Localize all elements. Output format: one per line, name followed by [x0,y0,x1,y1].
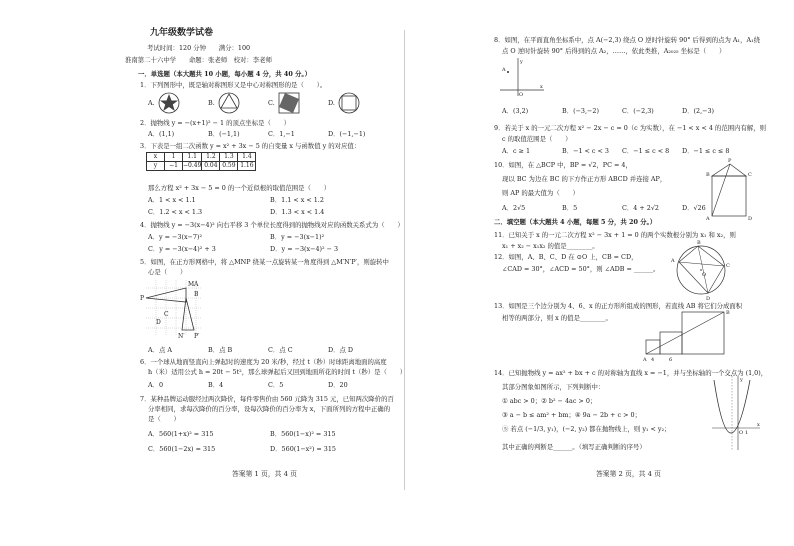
table-row [147,162,256,171]
label-a: A [643,357,647,363]
table-cell: 0.04 [202,162,220,171]
q11-text-2: x₁ + x₂ − x₁x₂ 的值是________。 [502,242,599,250]
label-y: y [740,377,743,383]
q9-text: 9．若关于 x 的一元二次方程 x² − 2x − c = 0（c 为实数），在 −1 < x < 4 的范围内有解，则 [494,124,767,132]
label-b: B [726,310,730,316]
q8-option-c[interactable]: C．(−2,3) [622,107,654,115]
q5-text-2: 心是（ ） [148,268,187,276]
q10-option-d[interactable]: D．√26 [682,204,706,212]
q9-options [502,147,742,155]
q6-option-c[interactable]: C．5 [268,381,284,389]
q3-subtext: 那么方程 x² + 3x − 5 = 0 的一个近似根的取值范围是（ ） [148,184,331,192]
table-cell: 0.59 [220,162,238,171]
q7-text-3: 是（ ） [148,415,180,423]
q7-option-d[interactable]: D．560(1−x²) = 315 [270,445,336,453]
q4-text: 4．抛物线 y = −3(x−4)² 向右平移 3 个单位长度得到的抛物线对应的函数关系式为（ ） [140,221,404,229]
table-cell: 1.4 [238,153,256,162]
q4-options-row2 [148,245,338,253]
q4-option-a[interactable]: A．y = −3(x−7)² [148,233,203,241]
q7-option-a[interactable]: A．560(1+x)² = 315 [148,430,214,438]
label-o: O [702,272,707,278]
label-n-prime: N′ [178,333,185,340]
label-a: A [671,258,675,264]
q10-text-3: 则 AP 的最大值为（ ） [502,189,579,197]
label-1: 1 [745,430,749,436]
q7-options-row2 [148,445,336,453]
square-circle-figure [337,92,361,114]
q13-squares-figure [642,310,738,362]
q1-text: 1．下列图形中，既是轴对称图形又是中心对称图形的是（ ）。 [140,81,327,89]
q8-options [502,107,742,115]
q5-option-d[interactable]: D．点 D [328,346,354,354]
q14-item-4: 其中正确的判断是______。（填写正确判断的序号） [502,443,646,451]
q6-text: 6．一个球从地面竖直向上弹起时的速度为 20 米/秒，经过 t（秒）时球距离地面的高度 [140,358,387,366]
label-d: D [156,319,161,326]
label-p: P [728,158,732,164]
right-page-footer: 答案第 2 页，共 4 页 [596,470,661,478]
q6-options [148,381,388,389]
q8-text-2: 点 O 逆时针旋转 90° 后得到的点 A₂，……，依此类推，A₂₀₂₅ 坐标是（ ） [502,47,726,55]
q1-options [148,92,388,114]
q1-option-d[interactable]: D. [328,92,388,114]
q10-option-a[interactable]: A．2√5 [502,204,526,212]
label-x: x [540,84,543,90]
q4-option-d[interactable]: D．y = −3(x−4)² − 3 [270,245,339,253]
label-b: B [706,172,710,178]
q12-text: 12．如图，A、B、C、D 在 ⊙O 上，CB = CD， [494,253,638,261]
table-cell: 1.1 [183,153,202,162]
q12-circle-figure [668,240,734,300]
table-cell: 1 [165,153,183,162]
q5-option-a[interactable]: A．点 A [148,346,173,354]
q13-text: 13．如图是三个边分别为 4、6、x 的正方形所组成的图形，若直线 AB 将它们分成面积 [494,302,743,310]
exam-title: 九年级数学试卷 [150,28,214,38]
q5-option-c[interactable]: C．点 C [268,346,293,354]
q3-option-d[interactable]: D．1.3 < x < 1.4 [270,208,325,216]
q9-option-c[interactable]: C．−1 ≤ c < 8 [622,147,670,155]
section1-heading: 一．单选题（本大题共 10 小题，每小题 4 分，共 40 分。） [138,70,311,78]
q3-option-c[interactable]: C．1.2 < x < 1.3 [148,208,203,216]
label-o: O [519,92,524,98]
q2-option-d[interactable]: D．(−1,−1) [328,130,366,138]
q2-option-c[interactable]: C．1,−1 [268,130,295,138]
star-circle-figure [157,92,181,114]
q9-option-a[interactable]: A．c ≥ 1 [502,147,531,155]
label-o: O [739,430,744,436]
q3-options-row1 [148,196,324,204]
table-cell: 1.16 [238,162,256,171]
rotated-square-figure [277,92,301,114]
q2-option-a[interactable]: A．(1,1) [148,130,175,138]
label-c: C [726,263,730,269]
q3-table [146,152,256,171]
label-y: y [520,59,523,65]
section2-heading: 二．填空题（本大题共 4 小题，每题 5 分，共 20 分。） [494,218,657,226]
q8-option-d[interactable]: D．(2,−3) [682,107,715,115]
q14-item-3: ⑤ 若点 (−1/3, y₁)，(−2, y₂) 都在抛物线上，则 y₁ < y₂； [502,425,671,433]
q7-option-c[interactable]: C．560(1−2x) = 315 [148,445,216,453]
q14-item-1: ① abc > 0；② b² − 4ac > 0； [502,397,597,405]
label-a: A [706,216,710,222]
q1-option-b[interactable]: B. [208,92,268,114]
q10-option-b[interactable]: B．5 [562,204,578,212]
q7-options-row1 [148,430,336,438]
label-p: P [140,295,145,302]
q7-option-b[interactable]: B．560(1−x)² = 315 [270,430,336,438]
q9-text-2: c 的取值范围是（ ） [502,135,572,143]
q1-option-a[interactable]: A. [148,92,208,114]
q6-option-a[interactable]: A．0 [148,381,164,389]
q8-option-a[interactable]: A．(3,2) [502,107,529,115]
label-4: 4 [651,357,655,363]
label-6: 6 [669,357,673,363]
q6-text-2: h（米）适用公式 h = 20t − 5t²，那么球弹起后又回到地面所花的时间 t（秒）是（ ） [148,368,407,376]
q8-axes-figure [500,58,545,98]
q5-options [148,346,388,354]
q10-option-c[interactable]: C．4 + 2√2 [622,204,659,212]
school-info: 淮南第二十六中学 命题：张老师 校对：李老师 [125,56,272,64]
label-b: B [194,291,199,298]
label-c: C [748,172,752,178]
table-cell: x [147,153,165,162]
q10-square-figure [706,158,756,222]
triangle-circle-figure [217,92,241,114]
q9-option-d[interactable]: D．−1 ≤ c ≤ 8 [682,147,730,155]
q6-option-b[interactable]: B．4 [208,381,224,389]
q4-options-row1 [148,233,324,241]
right-page [410,0,794,546]
q8-option-b[interactable]: B．(−3,−2) [562,107,599,115]
label-x: x [757,422,760,428]
label-b: B [697,240,701,246]
q3-option-b[interactable]: B．1.1 < x < 1.2 [270,196,324,204]
table-cell: −1 [165,162,183,171]
table-row [147,153,256,162]
label-p-prime: P′ [194,333,200,340]
q1-option-c[interactable]: C. [268,92,328,114]
label-c: C [164,311,169,318]
q6-option-d[interactable]: D．20 [328,381,348,389]
q14-item-2: ③ a − b ≤ am² + bm；④ 9a − 2b + c > 0； [502,411,641,419]
q9-option-b[interactable]: B．−1 < c < 3 [562,147,609,155]
left-page-footer: 答案第 1 页，共 4 页 [232,470,297,478]
q7-text: 7．某种品牌运动服经过两次降价，每件零售价由 560 元降为 315 元，已知两次降价的百 [140,395,394,403]
label-m: M [188,281,195,288]
q10-options [502,204,742,212]
page-divider [404,30,405,490]
exam-info: 考试时间：120 分钟 满分：100 [147,44,251,52]
q5-option-b[interactable]: B．点 B [208,346,233,354]
q10-text-2: 现以 BC 为边在 BC 的下方作正方形 ABCD 并连接 AP， [502,175,667,183]
q7-text-2: 分率相同，求每次降价的百分率，设每次降价的百分率为 x，下面所列的方程中正确的 [148,405,391,413]
q2-option-b[interactable]: B．(−1,1) [208,130,240,138]
q10-text: 10．如图，在 △BCP 中，BP = √2，PC = 4， [494,161,632,169]
label-d: D [706,296,711,302]
label-d: D [748,216,753,222]
label-a: A [502,67,506,73]
q5-text: 5．如图，在正方形网格中，将 △MNP 绕某一点旋转某一角度得到 △M′N′P′，则旋转中 [140,258,389,266]
q3-text: 3．下表是一组二次函数 y = x² + 3x − 5 的自变量 x 与函数值 y 的对应值： [140,142,361,150]
q8-text: 8．如图，在平面直角坐标系中，点 A(−2,3) 绕点 O 逆时针旋转 90° 后得到的点为 A₁，A₁绕 [494,36,761,44]
table-cell: y [147,162,165,171]
q12-text-2: ∠CAD = 30°，∠ACD = 50°，则 ∠ADB = ______。 [502,265,660,273]
q13-text-2: 相等的两部分，则 x 的值是________。 [502,314,612,322]
q14-text-2: 其部分图象如图所示，下列判断中： [502,383,605,391]
q2-text: 2．抛物线 y = −(x+1)² − 1 的顶点坐标是（ ） [140,119,291,127]
q11-text: 11．已知关于 x 的一元二次方程 x² − 3x + 1 = 0 的两个实数根分别为 x₁ 和 x₂，则 [494,231,736,239]
q4-option-b[interactable]: B．y = −3(x−1)² [270,233,325,241]
table-cell: 1.3 [220,153,238,162]
q3-option-a[interactable]: A．1 < x < 1.1 [148,196,196,204]
q5-grid-figure [140,280,206,340]
label-a: A [194,281,199,288]
q14-text: 14．已知抛物线 y = ax² + bx + c 的对称轴为直线 x = −1，并与坐标轴的一个交点为 (1,0)， [494,369,768,377]
q4-option-c[interactable]: C．y = −3(x−4)² + 3 [148,245,216,253]
q2-options [148,130,388,138]
table-cell: 1.2 [202,153,220,162]
table-cell: −0.49 [183,162,202,170]
q14-parabola-figure [712,376,762,452]
q3-options-row2 [148,208,324,216]
